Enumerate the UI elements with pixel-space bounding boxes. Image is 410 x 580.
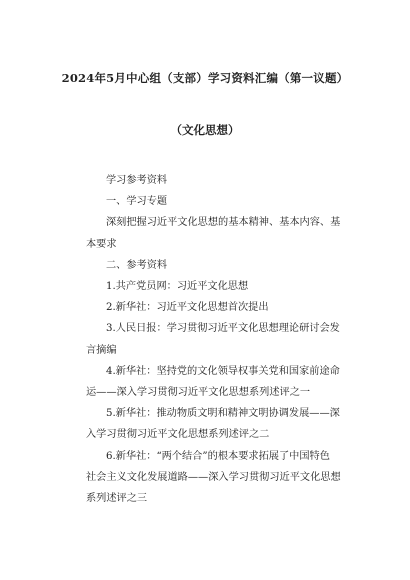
reference-item-3-line-1: 3.人民日报：学习贯彻习近平文化思想理论研讨会发 [106,323,340,335]
document-body [86,170,344,509]
reference-item-6-line-2: 社会主义文化发展道路——深入学习贯彻习近平文化思想 [86,471,341,483]
reference-item-2: 2.新华社：习近平文化思想首次提出 [106,302,269,314]
document-title: 2024年5月中心组（支部）学习资料汇编（第一议题） [61,71,349,85]
reference-item-4-line-2: 运——深入学习贯彻习近平文化思想系列述评之一 [86,387,311,399]
reference-item-1: 1.共产党员网：习近平文化思想 [106,281,249,293]
reference-item-3-line-2: 言摘编 [86,344,117,356]
reference-item-5-line-1: 5.新华社：推动物质文明和精神文明协调发展——深 [106,408,340,420]
reference-item-4-line-1: 4.新华社：坚持党的文化领导权事关党和国家前途命 [106,365,340,377]
section-heading: 学习参考资料 [106,175,168,186]
part1-heading: 一、学习专题 [106,196,168,208]
topic-line-1: 深刻把握习近平文化思想的基本精神、基本内容、基 [106,217,341,229]
document-subtitle: （文化思想） [170,123,240,137]
part2-heading: 二、参考资料 [106,259,168,271]
reference-item-5-line-2: 入学习贯彻习近平文化思想系列述评之二 [86,429,270,441]
topic-line-2: 本要求 [86,238,117,250]
reference-item-6-line-1: 6.新华社：“两个结合”的根本要求拓展了中国特色 [106,450,330,462]
reference-item-6-line-3: 系列述评之三 [86,493,148,505]
